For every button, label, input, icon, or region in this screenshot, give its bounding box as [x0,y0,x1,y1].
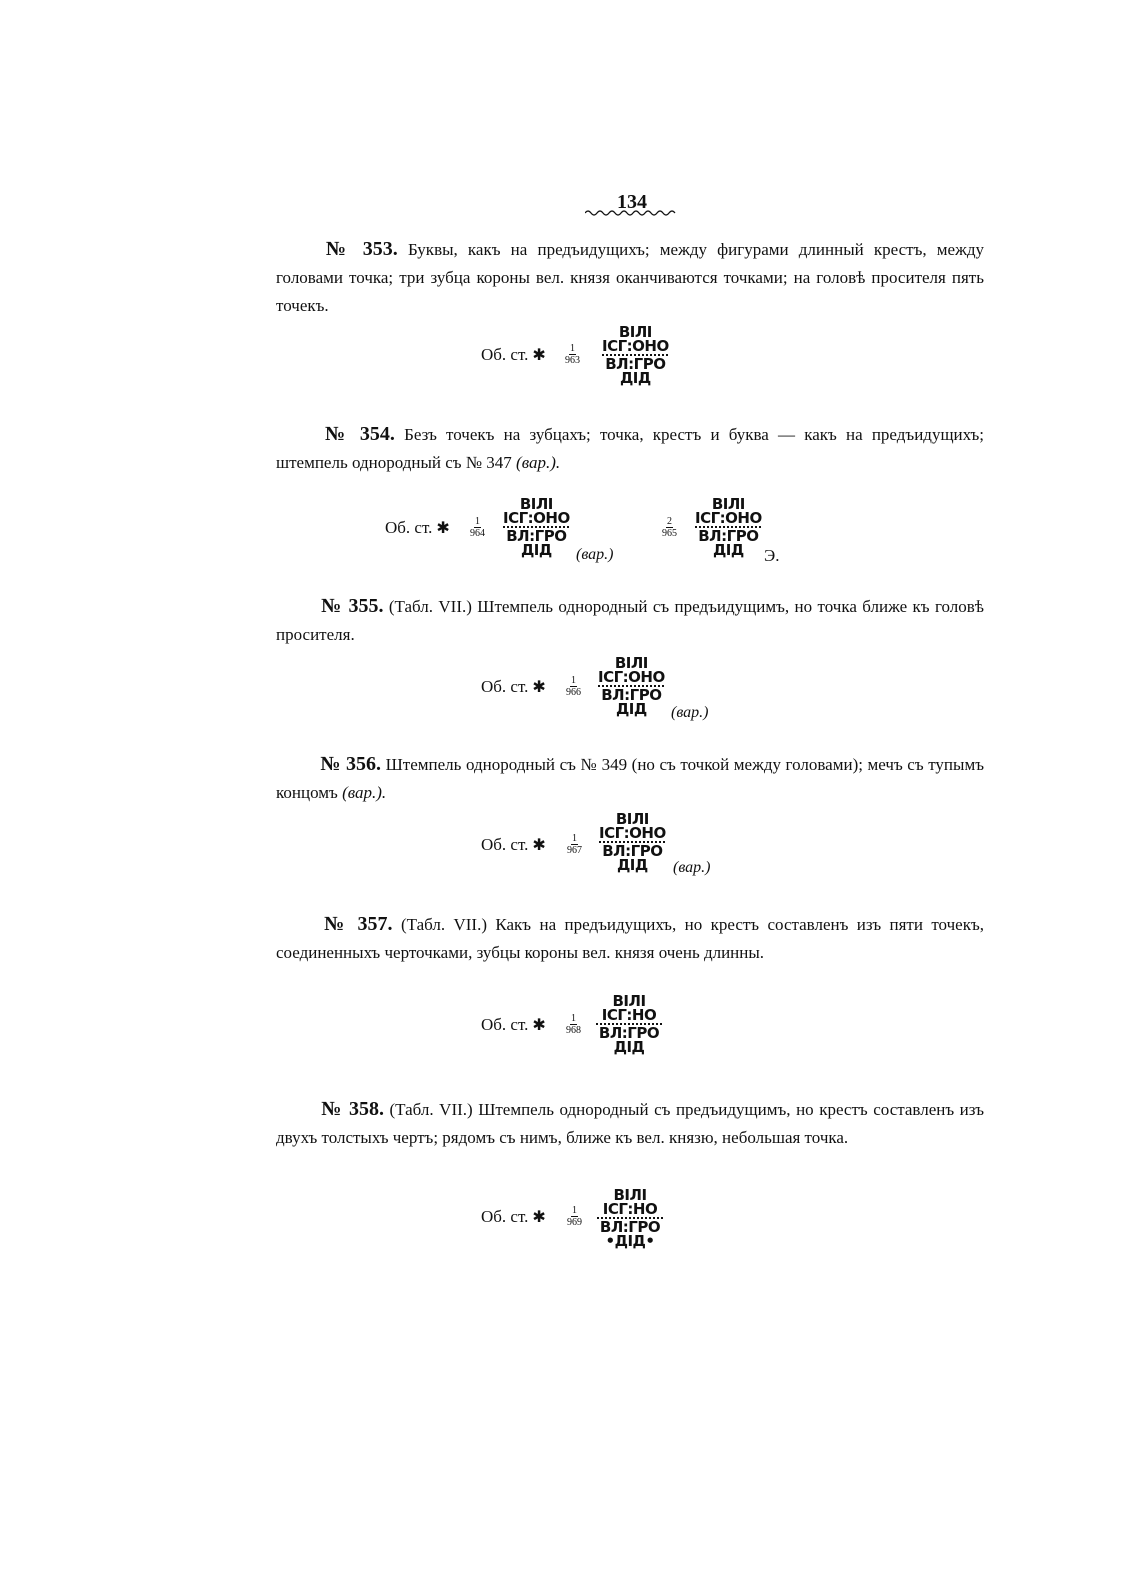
entry-number: № 358. [320,1098,384,1120]
coin-reference [481,345,546,365]
coin-stamp: ВIЛI ІСГ:ОНО ВЛ:ГРО ДIД [602,323,669,387]
entry-355 [276,592,984,649]
variant-note: (вар.) [673,859,711,876]
entry-356 [276,750,984,807]
entry-358 [276,1095,984,1152]
star-icon: ✱ [532,679,546,696]
entry-number: № 353. [320,238,398,260]
catalog-fraction: $\frac{1}{968}$ [566,1013,581,1036]
entry-text: Безъ точекъ на зубцахъ; точка, крестъ и буква — какъ на предъидущихъ; штемпель однородный съ № 347 [276,425,984,472]
coin-stamp: ВIЛI ІСГ:НО ВЛ:ГРО •ДIД• [597,1188,663,1248]
entry-number: № 357. [320,913,393,935]
star-icon: ✱ [532,1209,546,1226]
coin-stamp: ВIЛI ІСГ:ОНО ВЛ:ГРО ДIД [503,495,570,559]
coin-reference [481,1207,546,1227]
coin-reference [385,518,450,538]
coin-label: Об. ст. [481,345,529,364]
star-icon: ✱ [532,1017,546,1034]
star-icon: ✱ [532,347,546,364]
catalog-fraction: $\frac{1}{967}$ [567,833,582,856]
catalog-fraction: $\frac{1}{964}$ [470,516,485,539]
page-number: 134 [617,191,647,213]
coin-reference [481,677,546,697]
coin-reference [481,1015,546,1035]
entry-number: № 356. [320,753,382,775]
entry-353 [276,235,984,320]
entry-text: (Табл. VII.) Штемпель однородный съ предъидущимъ, но точка ближе къ головѣ просителя. [276,597,985,644]
entry-number: № 354. [320,423,395,445]
star-icon: ✱ [436,520,450,537]
entry-text: Буквы, какъ на предъидущихъ; между фигурами длинный крестъ, между головами точка; три зубца короны вел. князя оканчиваются точками; на головѣ просителя пять точекъ. [276,240,984,315]
coin-stamp: ВIЛI ІСГ:ОНО ВЛ:ГРО ДIД [598,654,665,718]
variant-note: (вар.). [342,783,387,802]
decorative-wavy-rule [585,208,677,218]
coin-label: Об. ст. [481,835,529,854]
coin-label: Об. ст. [481,677,529,696]
catalog-fraction: $\frac{2}{965}$ [662,516,677,539]
entry-text: (Табл. VII.) Какъ на предъидущихъ, но крестъ составленъ изъ пяти точекъ, соединенныхъ черточками, зубцы короны вел. князя очень длинны. [276,915,985,962]
entry-text: (Табл. VII.) Штемпель однородный съ предъидущимъ, но крестъ составленъ изъ двухъ толстыхъ чертъ; рядомъ съ нимъ, ближе къ вел. князю, небольшая точка. [276,1100,984,1147]
variant-note: (вар.) [576,546,614,563]
collection-note: Э. [764,546,780,565]
coin-stamp: ВIЛI ІСГ:ОНО ВЛ:ГРО ДIД [695,495,762,559]
variant-note: (вар.) [671,704,709,721]
entry-text: Штемпель однородный съ № 349 (но съ точкой между головами); мечъ съ тупымъ концомъ [276,755,984,802]
coin-label: Об. ст. [385,518,433,537]
coin-label: Об. ст. [481,1015,529,1034]
catalog-fraction: $\frac{1}{966}$ [566,675,581,698]
coin-reference [481,835,546,855]
coin-stamp: ВIЛI ІСГ:НО ВЛ:ГРО ДIД [596,994,662,1054]
entry-354 [276,420,984,477]
entry-number: № 355. [320,595,384,617]
coin-stamp: ВIЛI ІСГ:ОНО ВЛ:ГРО ДIД [599,810,666,874]
variant-note: (вар.). [516,453,561,472]
coin-label: Об. ст. [481,1207,529,1226]
star-icon: ✱ [532,837,546,854]
entry-357 [276,910,984,967]
catalog-fraction: $\frac{1}{969}$ [567,1205,582,1228]
catalog-fraction: $\frac{1}{963}$ [565,343,580,366]
